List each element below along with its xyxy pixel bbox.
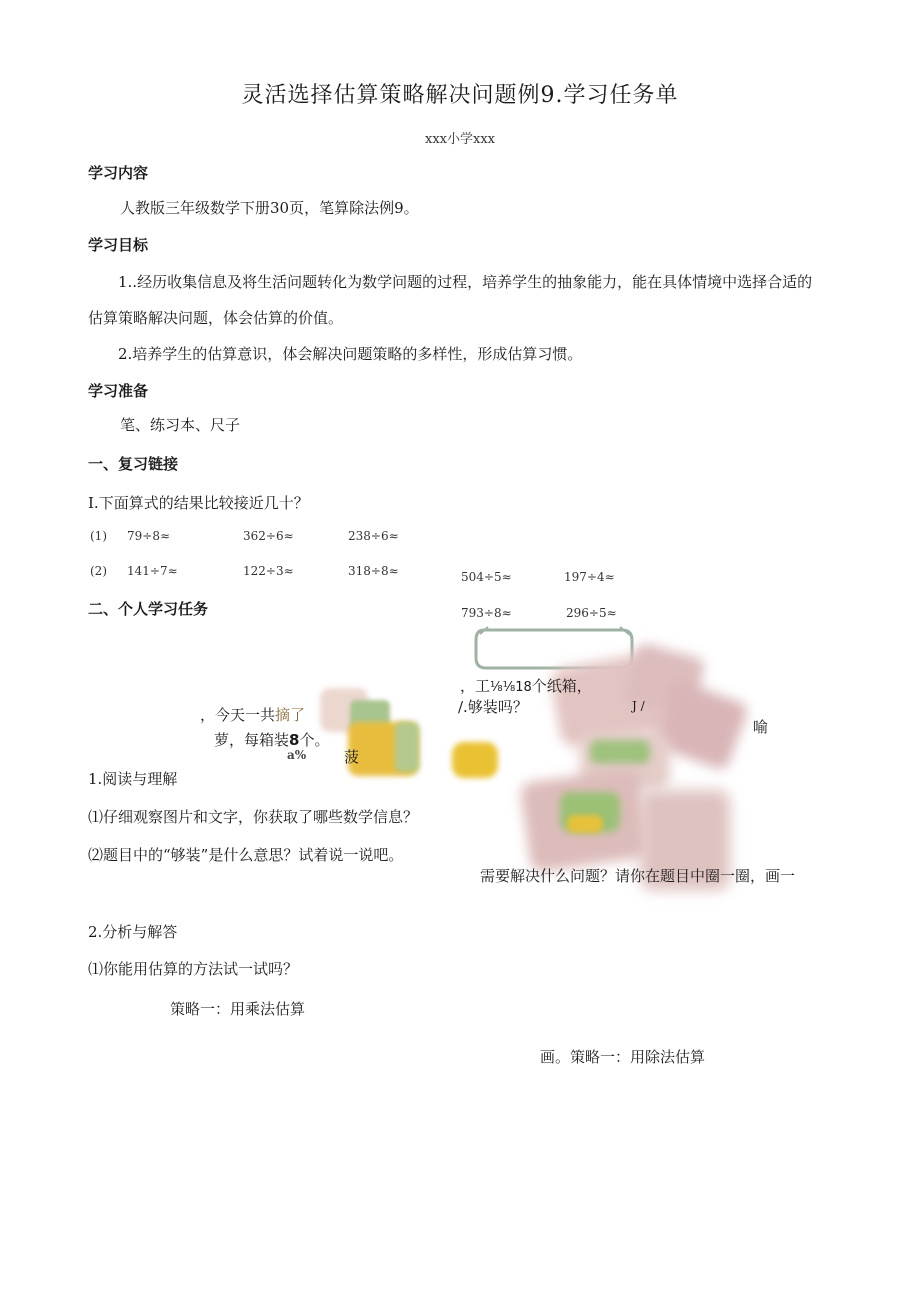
row2-label: (2) <box>90 564 107 578</box>
read-question-3: 需要解决什么问题？请你在题目中圈一圈，画一 <box>480 867 796 885</box>
goal-1-line2: 估算策略解决问题，体会估算的价值。 <box>88 309 344 327</box>
exercise-row1-a: 79÷8≈ <box>127 529 171 543</box>
document-title: 灵活选择估算策略解决问题例9.学习任务单 <box>241 83 679 108</box>
read-question-2: ⑵题目中的“够装”是什么意思？试着说一说吧。 <box>88 846 404 864</box>
label-bo: 菠 <box>344 748 360 766</box>
personal-task-heading: 二、个人学习任务 <box>88 600 209 618</box>
read-question-1: ⑴仔细观察图片和文字，你获取了哪些数学信息？ <box>88 808 419 826</box>
author-line: xxx小学xxx <box>425 132 495 147</box>
pineapple-leaves-image <box>590 740 650 764</box>
content-text: 人教版三年级数学下册30页，笔算除法例9。 <box>120 199 419 217</box>
exercise-row2-c: 318÷8≈ <box>348 564 399 578</box>
review-question: I.下面算式的结果比较接近几十？ <box>88 494 309 512</box>
exercise-row1-c: 238÷6≈ <box>348 529 399 543</box>
goal-heading: 学习目标 <box>88 236 149 254</box>
analyze-heading: 2.分析与解答 <box>88 923 178 941</box>
row1-label: (1) <box>90 529 107 543</box>
pineapple-fruit-image <box>567 815 603 833</box>
strategy-one: 策略一：用乘法估算 <box>170 1000 306 1018</box>
exercise-extra-2b: 296÷5≈ <box>566 606 617 620</box>
bubble-right-mark: J / <box>632 699 645 713</box>
prep-text: 笔、练习本、尺子 <box>120 416 241 434</box>
exercise-extra-1a: 504÷5≈ <box>461 570 512 584</box>
goal-1-line1: 1..经历收集信息及将生活问题转化为数学问题的过程，培养学生的抽象能力，能在具体情境中选择合适的 <box>118 273 813 291</box>
analyze-question-1: ⑴你能用估算的方法试一试吗？ <box>88 960 299 978</box>
foliage-image <box>395 722 419 772</box>
pineapple-pile-image <box>452 742 498 778</box>
goal-2: 2.培养学生的估算意识，体会解决问题策略的多样性，形成估算习惯。 <box>118 345 583 363</box>
label-yu: 喻 <box>753 718 769 736</box>
bubble-left-line2: 萝，每箱装8个。 <box>214 731 330 749</box>
exercise-row2-a: 141÷7≈ <box>127 564 178 578</box>
strategy-two: 画。策略一：用除法估算 <box>540 1048 706 1066</box>
bubble-left-line1: ，今天一共摘了 <box>200 706 306 724</box>
exercise-row1-b: 362÷6≈ <box>243 529 294 543</box>
read-heading: 1.阅读与理解 <box>88 770 178 788</box>
content-heading: 学习内容 <box>88 164 149 182</box>
bubble-right-line1: ，工⅛⅛18个纸箱， <box>460 677 592 695</box>
exercise-extra-2a: 793÷8≈ <box>461 606 512 620</box>
bubble-right-line2: /.够装吗？ <box>458 698 528 716</box>
prep-heading: 学习准备 <box>88 382 149 400</box>
exercise-extra-1b: 197÷4≈ <box>564 570 615 584</box>
exercise-row2-b: 122÷3≈ <box>243 564 294 578</box>
label-a-percent: a% <box>287 748 307 762</box>
review-heading: 一、复习链接 <box>88 455 179 473</box>
